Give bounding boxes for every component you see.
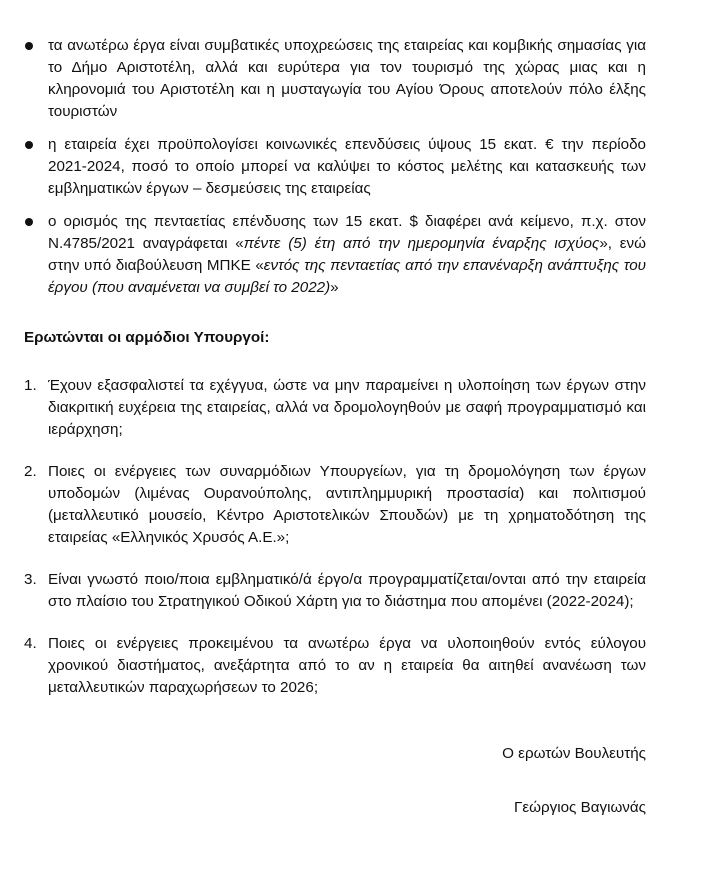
question-number: 1. — [24, 377, 37, 394]
bullet-dot-icon — [25, 218, 33, 226]
bullet-list — [24, 35, 646, 299]
question-item — [24, 569, 646, 613]
question-text: Ποιες οι ενέργειες των συναρμόδιων Υπουργείων, για τη δρομολόγηση των έργων υποδομών (λιμένας Ουρανούπολης, αντιπλημμυρική προστασία) και πολιτισμού (μεταλλευτικό μουσείο, Κέντρο Αριστοτελικών Σπουδών) με τη χρηματοδότηση της εταιρείας «Ελληνικός Χρυσός Α.Ε.»; — [48, 463, 646, 546]
bullet-dot-icon — [25, 42, 33, 50]
italic-quote: εντός της πενταετίας από την επανέναρξη ανάπτυξης του έργου (που αναμένεται να συμβεί το 2022) — [48, 257, 647, 296]
questions-heading: Ερωτώνται οι αρμόδιοι Υπουργοί: — [24, 329, 270, 346]
question-number: 4. — [24, 635, 37, 652]
question-text: Έχουν εξασφαλιστεί τα εχέγγυα, ώστε να μην παραμείνει η υλοποίηση των έργων στην διακριτική ευχέρεια της εταιρείας, αλλά να δρομολογηθούν με σαφή προγραμματισμό και ιεράρχηση; — [48, 377, 646, 438]
signature-name: Γεώργιος Βαγιωνάς — [513, 799, 646, 816]
question-item — [24, 633, 646, 699]
question-text: Είναι γνωστό ποιο/ποια εμβληματικό/ά έργο/α προγραμματίζεται/ονται από την εταιρεία στο πλαίσιο του Στρατηγικού Οδικού Χάρτη για το διάστημα που απομένει (2022-2024); — [48, 571, 646, 610]
bullet-item — [24, 35, 646, 123]
bullet-text-part: ο ορισμός της πενταετίας επένδυσης των 15 εκατ. $ διαφέρει ανά κείμενο, π.χ. στον Ν.4785/2021 αναγράφεται « — [48, 213, 646, 252]
question-list — [24, 375, 646, 699]
bullet-dot-icon — [25, 141, 33, 149]
bullet-item — [24, 211, 646, 299]
bullet-text: τα ανωτέρω έργα είναι συμβατικές υποχρεώσεις της εταιρείας και κομβικής σημασίας για το Δήμο Αριστοτέλη, αλλά και ευρύτερα για τον τουρισμό της χώρας μιας και η κληρονομιά του Αριστοτέλη και η μυσταγωγία του Αγίου Όρους αποτελούν πόλο έλξης τουριστών — [48, 37, 646, 120]
question-number: 3. — [24, 571, 37, 588]
question-text: Ποιες οι ενέργειες προκειμένου τα ανωτέρω έργα να υλοποιηθούν εντός εύλογου χρονικού διαστήματος, ανεξάρτητα από το αν η εταιρεία θα αιτηθεί ανανέωση των μεταλλευτικών παραχωρήσεων το 2026; — [48, 635, 646, 696]
question-item — [24, 375, 646, 441]
bullet-item — [24, 134, 646, 200]
italic-quote: πέντε (5) έτη από την ημερομηνία έναρξης ισχύος — [243, 235, 600, 252]
question-item — [24, 461, 646, 549]
bullet-text-part: », ενώ στην υπό διαβούλευση ΜΠΚΕ « — [48, 235, 647, 274]
signature-role: Ο ερωτών Βουλευτής — [502, 745, 646, 762]
question-number: 2. — [24, 463, 37, 480]
bullet-text-part: » — [330, 279, 339, 296]
bullet-text: η εταιρεία έχει προϋπολογίσει κοινωνικές επενδύσεις ύψους 15 εκατ. € την περίοδο 2021-2024, ποσό το οποίο μπορεί να καλύψει το κόστος μελέτης και κατασκευής των εμβληματικών έργων – δεσμεύσεις της εταιρείας — [48, 136, 646, 197]
bullet-text — [48, 213, 646, 296]
